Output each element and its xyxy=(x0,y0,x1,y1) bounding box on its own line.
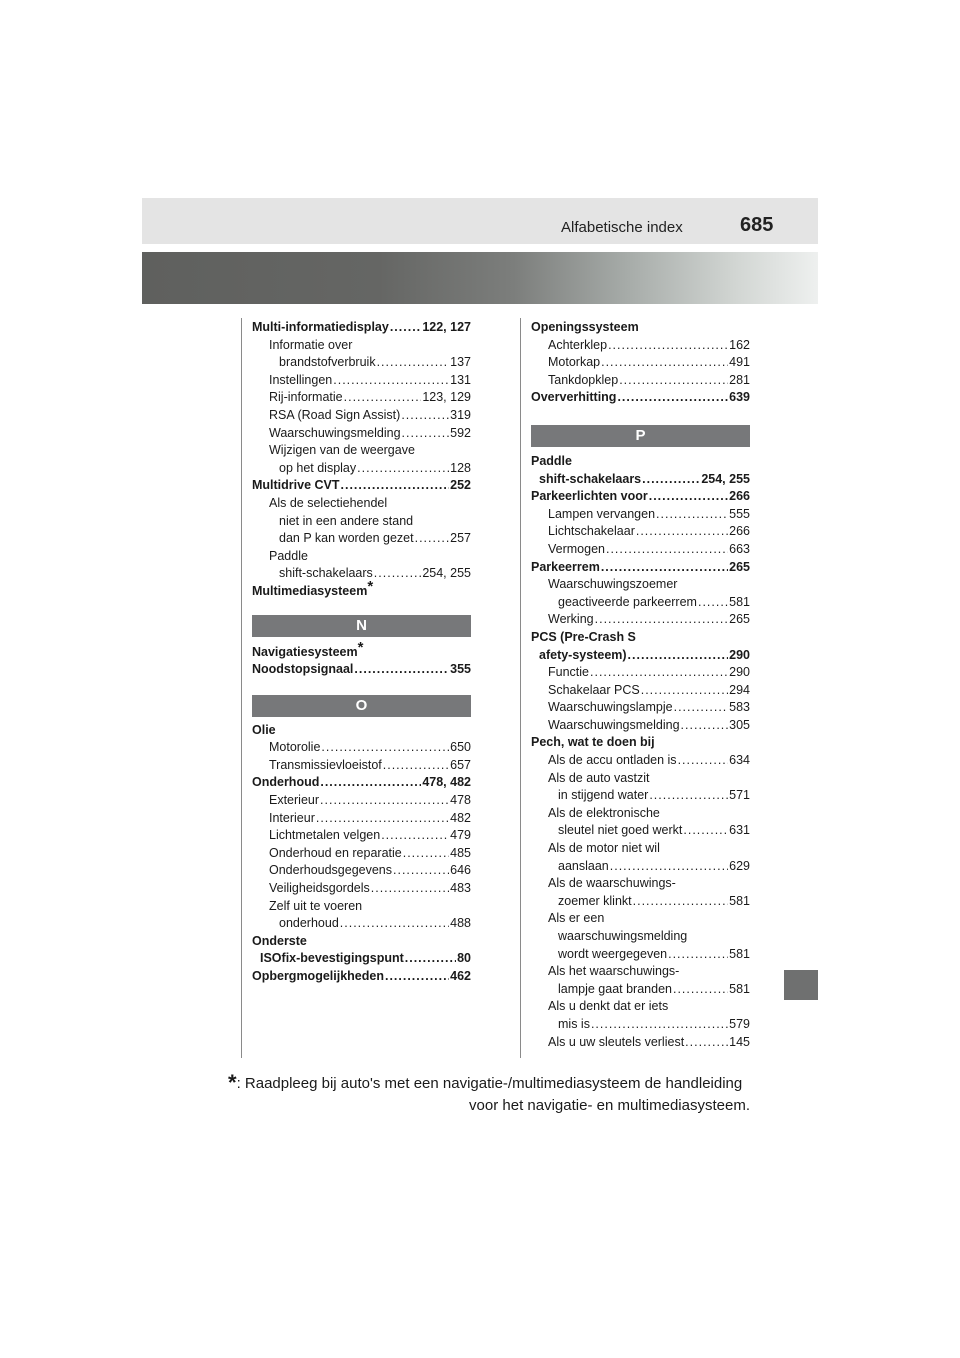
index-entry: zoemer klinkt ..... 581 xyxy=(531,893,750,911)
index-entry: Pech, wat te doen bij xyxy=(531,735,655,750)
page-number: 685 xyxy=(740,214,774,236)
index-entry: Interieur ..... 482 xyxy=(252,810,471,828)
index-entry: Paddle xyxy=(269,548,308,563)
index-entry: shift-schakelaars ..... 254, 255 xyxy=(531,471,750,489)
index-entry: Rij-informatie ..... 123, 129 xyxy=(252,389,471,407)
section-header-o: O xyxy=(252,695,471,717)
index-entry: Transmissievloeistof ..... 657 xyxy=(252,757,471,775)
index-entry: Onderhoud ..... 478, 482 xyxy=(252,774,471,792)
index-column-right xyxy=(531,319,750,1051)
index-entry: Informatie over xyxy=(269,337,353,352)
header-bar xyxy=(142,198,818,244)
index-entry: Motorkap ..... 491 xyxy=(531,354,750,372)
index-entry: Vermogen ..... 663 xyxy=(531,541,750,559)
index-entry: Als de waarschuwings- xyxy=(548,876,676,891)
index-entry: aanslaan ..... 629 xyxy=(531,858,750,876)
index-entry: Als u uw sleutels verliest ..... 145 xyxy=(531,1034,750,1052)
index-entry: Navigatiesysteem* xyxy=(252,638,364,659)
index-entry: Achterklep ..... 162 xyxy=(531,337,750,355)
index-entry: Zelf uit te voeren xyxy=(269,898,363,913)
right-column-rule xyxy=(520,318,521,1058)
index-entry: Noodstopsignaal ..... 355 xyxy=(252,661,471,679)
index-entry: Multidrive CVT ..... 252 xyxy=(252,477,471,495)
index-column-left xyxy=(252,319,471,986)
index-entry: Veiligheidsgordels ..... 483 xyxy=(252,880,471,898)
index-entry: Als er een xyxy=(548,911,605,926)
index-entry: mis is ..... 579 xyxy=(531,1016,750,1034)
index-entry: Waarschuwingszoemer xyxy=(548,577,678,592)
index-entry: Olie xyxy=(252,722,276,737)
section-title: Alfabetische index xyxy=(561,219,683,236)
asterisk-mark: * xyxy=(367,577,374,595)
index-entry: Motorolie ..... 650 xyxy=(252,739,471,757)
footnote-line-2: voor het navigatie- en multimediasysteem. xyxy=(469,1097,750,1114)
section-header-n: N xyxy=(252,615,471,637)
footnote-asterisk: * xyxy=(228,1070,237,1095)
index-entry: in stijgend water ..... 571 xyxy=(531,787,750,805)
index-entry: Parkeerlichten voor ..... 266 xyxy=(531,488,750,506)
index-entry: geactiveerde parkeerrem ..... 581 xyxy=(531,594,750,612)
index-entry: Als de motor niet wil xyxy=(548,841,660,856)
index-entry: Onderhoudsgegevens ..... 646 xyxy=(252,862,471,880)
index-entry: Functie ..... 290 xyxy=(531,664,750,682)
index-entry: Wijzigen van de weergave xyxy=(269,443,415,458)
index-entry: Waarschuwingslampje ..... 583 xyxy=(531,699,750,717)
index-entry: ISOfix-bevestigingspunt ..... 80 xyxy=(252,950,471,968)
index-entry: Lichtschakelaar ..... 266 xyxy=(531,523,750,541)
section-header-p: P xyxy=(531,425,750,447)
index-entry: Multimediasysteem* xyxy=(252,577,374,598)
index-entry: Als de accu ontladen is ..... 634 xyxy=(531,752,750,770)
index-entry: Als het waarschuwings- xyxy=(548,964,680,979)
index-entry: Tankdopklep ..... 281 xyxy=(531,372,750,390)
index-entry: Lampen vervangen ..... 555 xyxy=(531,506,750,524)
index-entry: Exterieur ..... 478 xyxy=(252,792,471,810)
index-entry: Paddle xyxy=(531,453,572,468)
index-entry: Lichtmetalen velgen ..... 479 xyxy=(252,827,471,845)
index-entry: shift-schakelaars ..... 254, 255 xyxy=(252,565,471,583)
index-entry: waarschuwingsmelding xyxy=(558,929,688,943)
index-entry: Instellingen ..... 131 xyxy=(252,372,471,390)
index-entry: dan P kan worden gezet ..... 257 xyxy=(252,530,471,548)
index-entry: afety-systeem) ..... 290 xyxy=(531,647,750,665)
footnote-line-1: *: Raadpleeg bij auto's met een navigatie-/multimediasysteem de handleiding xyxy=(228,1070,743,1095)
index-entry: Werking ..... 265 xyxy=(531,611,750,629)
index-entry: op het display ..... 128 xyxy=(252,460,471,478)
index-entry: Waarschuwingsmelding ..... 592 xyxy=(252,425,471,443)
index-entry: brandstofverbruik ..... 137 xyxy=(252,354,471,372)
left-column-rule xyxy=(241,318,242,1058)
index-entry: Schakelaar PCS ..... 294 xyxy=(531,682,750,700)
index-entry: niet in een andere stand xyxy=(279,513,414,528)
index-entry: Als de elektronische xyxy=(548,805,660,820)
index-entry: Oververhitting ..... 639 xyxy=(531,389,750,407)
index-entry: wordt weergegeven ..... 581 xyxy=(531,946,750,964)
header-gradient-band xyxy=(142,252,818,304)
index-entry: PCS (Pre-Crash S xyxy=(531,629,636,644)
index-entry: Als de selectiehendel xyxy=(269,495,388,510)
index-entry: Waarschuwingsmelding ..... 305 xyxy=(531,717,750,735)
footnote xyxy=(228,1072,750,1117)
index-entry: Onderhoud en reparatie ..... 485 xyxy=(252,845,471,863)
index-entry: lampje gaat branden ..... 581 xyxy=(531,981,750,999)
index-entry: Als u denkt dat er iets xyxy=(548,999,669,1014)
index-entry: Openingssysteem xyxy=(531,320,639,334)
index-entry: Onderste xyxy=(252,933,307,948)
index-entry: Opbergmogelijkheden ..... 462 xyxy=(252,968,471,986)
index-entry: Parkeerrem ..... 265 xyxy=(531,559,750,577)
index-entry: Multi-informatiedisplay ..... 122, 127 xyxy=(252,319,471,337)
index-entry: sleutel niet goed werkt ..... 631 xyxy=(531,822,750,840)
index-entry: onderhoud ..... 488 xyxy=(252,915,471,933)
index-entry: Als de auto vastzit xyxy=(548,770,650,785)
asterisk-mark: * xyxy=(357,638,364,656)
index-entry: RSA (Road Sign Assist) ..... 319 xyxy=(252,407,471,425)
chapter-tab xyxy=(784,970,818,1000)
